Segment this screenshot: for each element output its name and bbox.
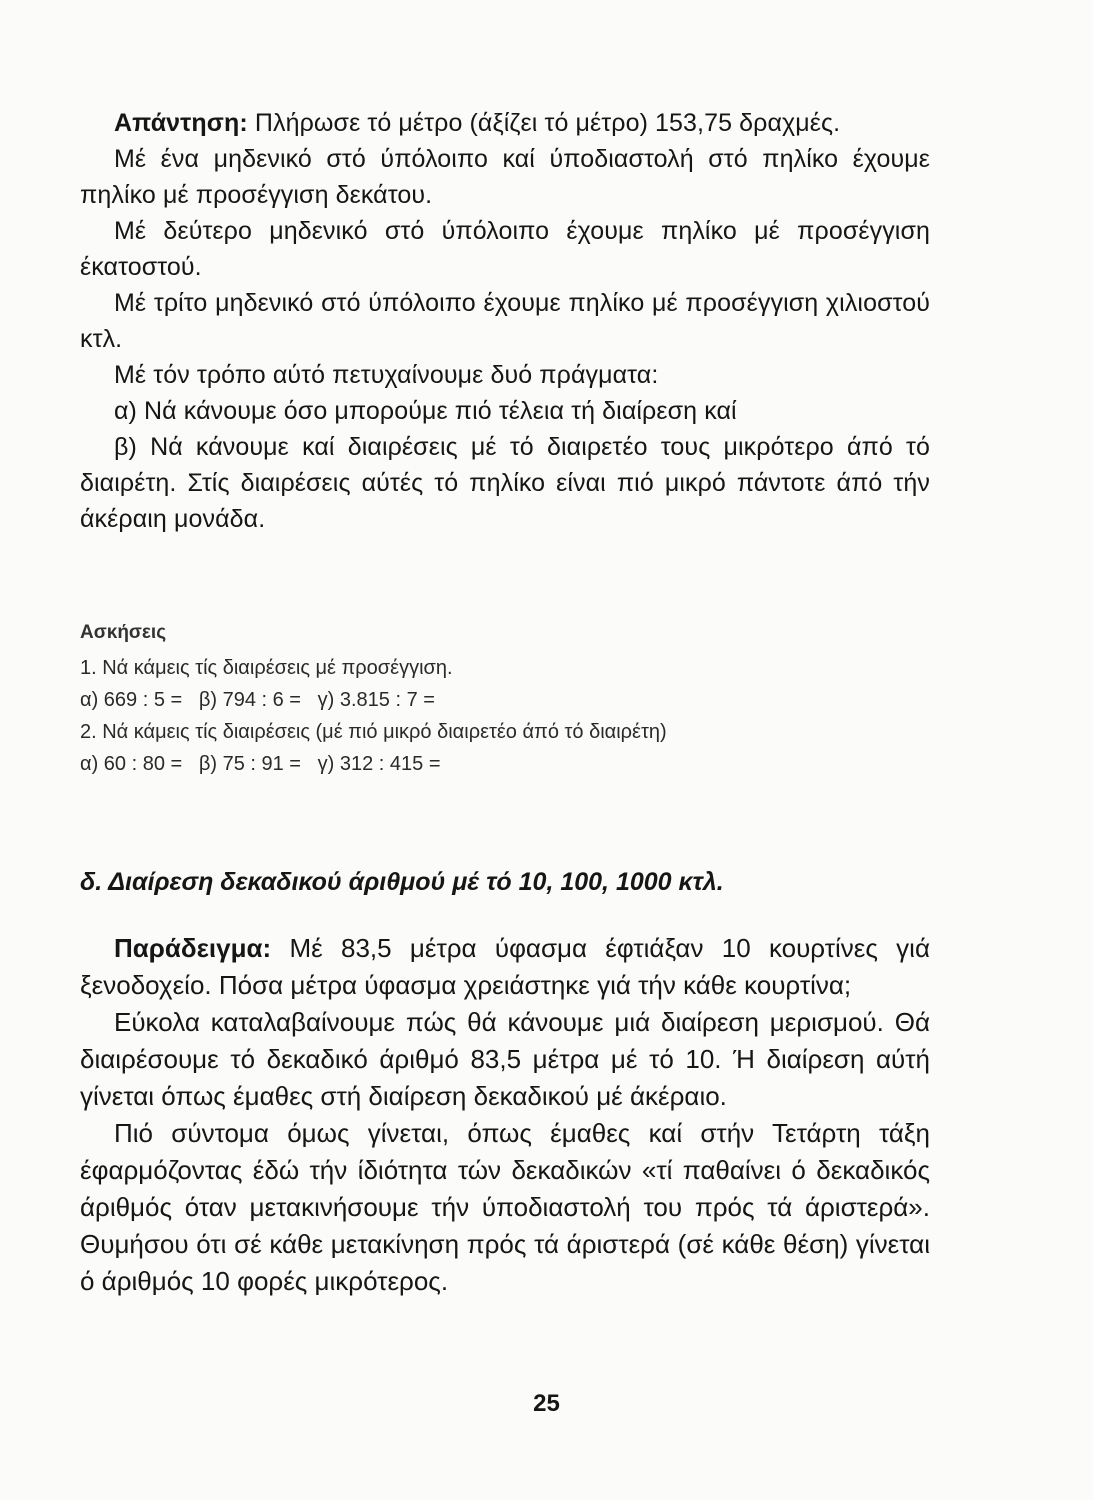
exercise-1-items: α) 669 : 5 = β) 794 : 6 = γ) 3.815 : 7 = (80, 689, 435, 711)
exercises-heading: Ασκήσεις (80, 622, 167, 643)
section-heading (80, 868, 930, 897)
section-title: δ. Διαίρεση δεκαδικού άριθμού μέ τό 10, 100, 1000 κτλ. (80, 868, 724, 896)
paragraph: Εύκολα καταλαβαίνουμε πώς θά κάνουμε μιά διαίρεση μερισμού. Θά διαιρέσουμε τό δεκαδικό άριθμό 83,5 μέτρα μέ τό 10. Ή διαίρεση αύτή γίνεται όπως έμαθες στή διαίρεση δεκαδικού μέ άκέραιο. (80, 1007, 930, 1111)
section-decimal-division (80, 930, 930, 1300)
paragraph: Μέ ένα μηδενικό στό ύπόλοιπο καί ύποδιαστολή στό πηλίκο έχουμε πηλίκο μέ προσέγγιση δεκάτου. (80, 145, 930, 209)
example-label: Παράδειγμα: (114, 933, 272, 963)
exercise-1-title: 1. Νά κάμεις τίς διαιρέσεις μέ προσέγγιση. (80, 657, 453, 679)
page-number: 25 (533, 1390, 560, 1417)
paragraph: Πιό σύντομα όμως γίνεται, όπως έμαθες καί στήν Τετάρτη τάξη έφαρμόζοντας έδώ τήν ίδιότητα τών δεκαδικών «τί παθαίνει ό δεκαδικός άριθμός όταν μετακινήσουμε τήν ύποδιαστολή του πρός τά άριστερά». Θυμήσου ότι σέ κάθε μετακίνηση πρός τά άριστερά (σέ κάθε θέση) γίνεται ό άριθμός 10 φορές μικρότερος. (80, 1118, 930, 1296)
paragraph: Μέ τρίτο μηδενικό στό ύπόλοιπο έχουμε πηλίκο μέ προσέγγιση χιλιοστού κτλ. (80, 289, 930, 353)
answer-paragraph (80, 105, 930, 141)
paragraph: Μέ δεύτερο μηδενικό στό ύπόλοιπο έχουμε πηλίκο μέ προσέγγιση έκατοστού. (80, 217, 930, 281)
section-division-approximation (80, 105, 930, 537)
answer-label: Απάντηση: (114, 109, 248, 137)
exercises-block (80, 622, 930, 780)
example-paragraph (80, 930, 930, 1004)
exercise-2-items: α) 60 : 80 = β) 75 : 91 = γ) 312 : 415 = (80, 753, 441, 775)
example-text: Μέ 83,5 μέτρα ύφασμα έφτιάξαν 10 κουρτίνες γιά ξενοδοχείο. Πόσα μέτρα ύφασμα χρειάστηκε γιά τήν κάθε κουρτίνα; (80, 933, 930, 1000)
exercise-2-title: 2. Νά κάμεις τίς διαιρέσεις (μέ πιό μικρό διαιρετέο άπό τό διαιρέτη) (80, 721, 667, 743)
paragraph: β) Νά κάνουμε καί διαιρέσεις μέ τό διαιρετέο τους μικρότερο άπό τό διαιρέτη. Στίς διαιρέσεις αύτές τό πηλίκο είναι πιό μικρό πάντοτε άπό τήν άκέραιη μονάδα. (80, 433, 930, 533)
paragraph: Μέ τόν τρόπο αύτό πετυχαίνουμε δυό πράγματα: (114, 361, 659, 389)
answer-text: Πλήρωσε τό μέτρο (άξίζει τό μέτρο) 153,75 δραχμές. (247, 109, 841, 137)
paragraph: α) Νά κάνουμε όσο μπορούμε πιό τέλεια τή διαίρεση καί (114, 397, 737, 425)
